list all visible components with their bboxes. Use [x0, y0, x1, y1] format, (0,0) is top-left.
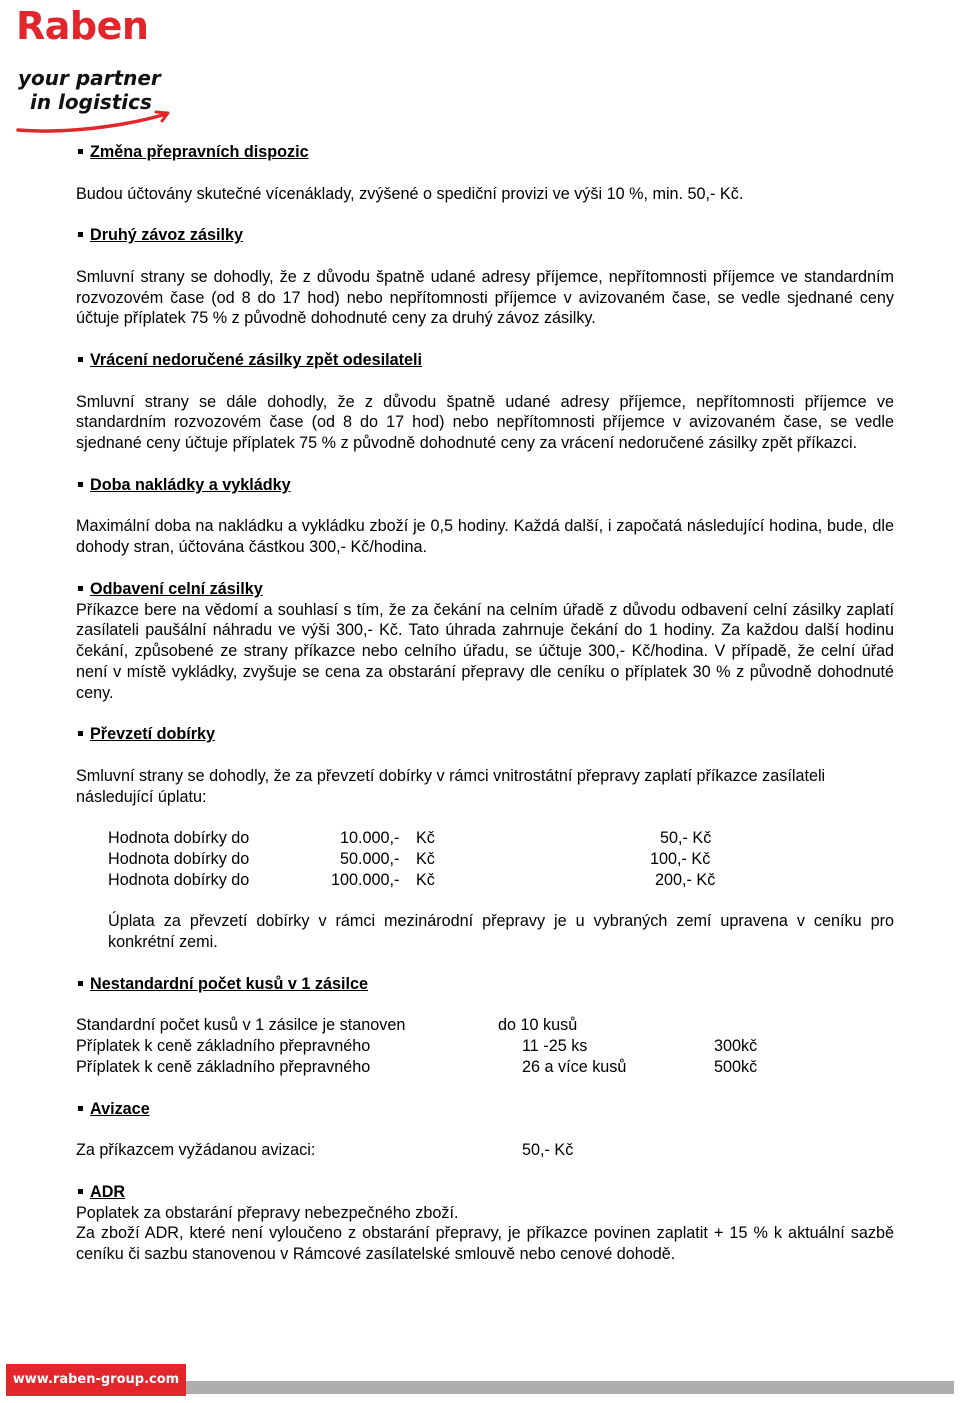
section-heading-dobirka: Převzetí dobírky: [76, 724, 894, 745]
raben-logo: [16, 4, 176, 134]
section-text-druhy-zavoz: Smluvní strany se dohodly, že z důvodu špatně udané adresy příjemce, nepřítomnosti příjemce ve standardním rozvozovém čase (od 8 do 17 hod) nebo nepřítomnosti příjemce v avizovaném čase, se vedle sjednané ceny účtuje příplatek 75 % z původně dohodnuté ceny za druhý závoz zásilky.: [76, 267, 894, 328]
section-text-celni: Příkazce bere na vědomí a souhlasí s tím, že za čekání na celním úřadě z důvodu odbavení celní zásilky zaplatí zasílateli paušální náhradu ve výši 300,- Kč. Tato úhrada zahrnuje čekání do 1 hodiny. Za každou další hodinu čekání, způsobené ze strany příkazce nebo celního úřadu, se účtuje 300,- Kč/hodina. V případě, že celní úřad není v místě vykládky, zvyšuje se cena za obstarání přepravy dle ceníku o příplatek 30 % z původně dohodnuté ceny.: [76, 600, 894, 702]
kusy-row: Příplatek k ceně základního přepravného 11 -25 ks 300kč: [76, 1037, 758, 1056]
section-heading-nakladka: Doba nakládky a vykládky: [76, 475, 894, 496]
section-heading-vraceni: Vrácení nedoručené zásilky zpět odesilateli: [76, 350, 894, 371]
footer-website-link[interactable]: www.raben-group.com: [6, 1364, 186, 1396]
section-heading-adr: ADR: [76, 1182, 894, 1203]
kusy-row: Standardní počet kusů v 1 zásilce je stanoven do 10 kusů: [76, 1016, 578, 1035]
tagline-line2: in logistics: [30, 90, 152, 114]
logo-wordmark: Raben: [16, 4, 149, 48]
avizace-row: Za příkazcem vyžádanou avizaci: 50,- Kč: [76, 1141, 574, 1160]
logo-swoosh-icon: [16, 108, 172, 134]
tagline-line1: your partner: [18, 66, 161, 90]
section-text-vraceni: Smluvní strany se dále dohodly, že z důvodu špatně udané adresy příjemce, nepřítomnosti příjemce ve standardním rozvozovém čase (od 8 do 17 hod) nebo nepřítomnosti příjemce v avizovaném čase, se vedle sjednané ceny účtuje příplatek 75 % z původně dohodnuté ceny za vrácení nedoručené zásilky zpět příkazci.: [76, 392, 894, 453]
section-heading-dispozice: Změna přepravních dispozic: [76, 142, 894, 163]
dobirka-row: Hodnota dobírky do 10.000,- Kč 50,- Kč: [108, 829, 712, 848]
kusy-row: Příplatek k ceně základního přepravného 26 a více kusů 500kč: [76, 1058, 758, 1077]
section-text-dispozice: Budou účtovány skutečné vícenáklady, zvýšené o spediční provizi ve výši 10 %, min. 50,- Kč.: [76, 184, 744, 203]
section-text-dobirka: Smluvní strany se dohodly, že za převzetí dobírky v rámci vnitrostátní přepravy zaplatí příkazce zasílateli následující úplatu:: [76, 766, 826, 806]
section-heading-avizace: Avizace: [76, 1099, 894, 1120]
section-heading-druhy-zavoz: Druhý závoz zásilky: [76, 225, 894, 246]
dobirka-note: Úplata za převzetí dobírky v rámci mezinárodní přepravy je u vybraných zemí upravena v ceníku pro konkrétní zemi.: [108, 912, 894, 952]
footer-bar: [186, 1381, 954, 1394]
section-heading-celni: Odbavení celní zásilky: [76, 579, 894, 600]
dobirka-row: Hodnota dobírky do 50.000,- Kč 100,- Kč: [108, 850, 711, 869]
logo-tagline: [18, 66, 178, 114]
adr-line1: Poplatek za obstarání přepravy nebezpečného zboží.: [76, 1203, 459, 1222]
section-text-nakladka: Maximální doba na nakládku a vykládku zboží je 0,5 hodiny. Každá další, i započatá následující hodina, bude, dle dohody stran, účtována částkou 300,- Kč/hodina.: [76, 517, 894, 557]
section-heading-pocet-kusu: Nestandardní počet kusů v 1 zásilce: [76, 974, 894, 995]
adr-text: Za zboží ADR, které není vyloučeno z obstarání přepravy, je příkazce povinen zaplatit + 15 % k aktuální sazbě ceníku či sazbu stanovenou v Rámcové zasílatelské smlouvě nebo cenové dohodě.: [76, 1224, 894, 1264]
dobirka-row: Hodnota dobírky do 100.000,- Kč 200,- Kč: [108, 870, 716, 889]
document-body: [76, 142, 894, 1265]
